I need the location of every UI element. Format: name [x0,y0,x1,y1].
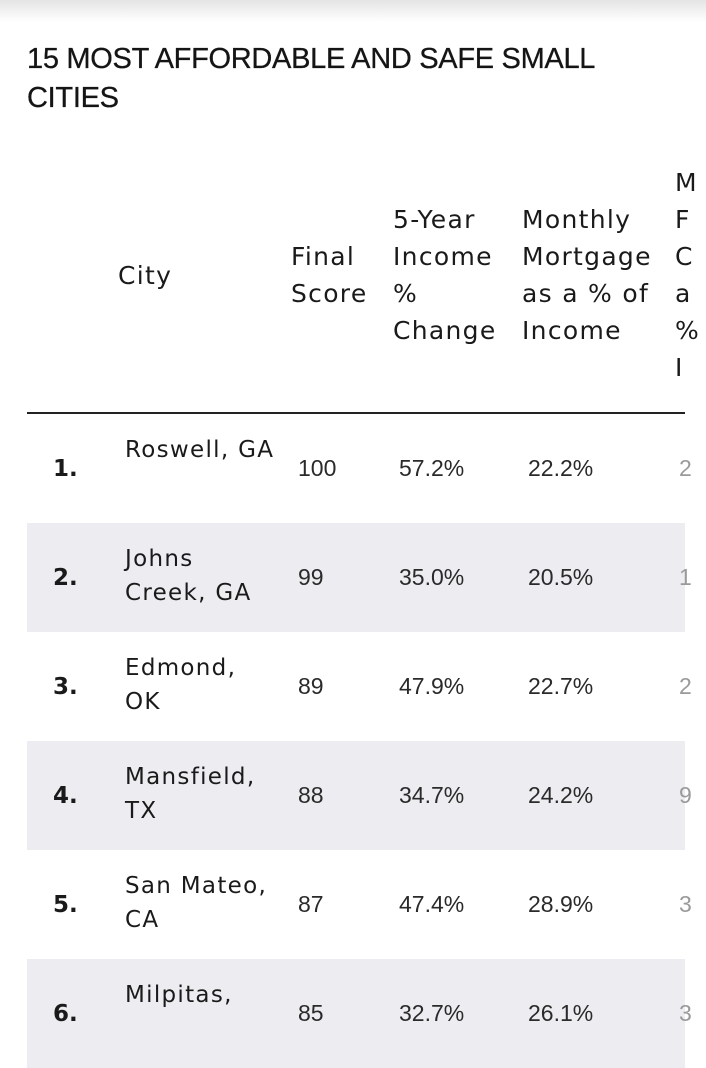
row-rank: 6. [53,1001,78,1027]
row-city: San Mateo, CA [125,873,268,933]
header-income-change: 5-Year Income % Change [393,205,497,345]
table-row [27,632,692,741]
row-final-score: 87 [298,891,324,917]
affordability-table[interactable] [27,160,701,1027]
table-row [27,959,692,1068]
row-income-change: 57.2% [399,455,465,481]
row-income-change: 32.7% [399,1000,465,1026]
table-row [27,741,692,850]
row-mortgage-pct: 20.5% [528,564,594,590]
row-rank: 3. [53,674,78,700]
row-rank: 1. [53,456,78,482]
table-row [27,414,692,523]
row-final-score: 85 [298,1000,324,1026]
row-mortgage-pct: 22.7% [528,673,594,699]
row-income-change: 35.0% [399,564,465,590]
row-mortgage-pct: 22.2% [528,455,594,481]
row-cut-off-value: 2 [679,673,692,699]
row-city: Milpitas, [125,982,233,1008]
row-cut-off-value: 3 [679,1000,692,1026]
table-row [27,523,692,632]
row-final-score: 99 [298,564,324,590]
row-cut-off-value: 3 [679,891,692,917]
row-cut-off-value: 9 [679,782,692,808]
row-city: Johns Creek, GA [125,546,252,606]
row-income-change: 47.4% [399,891,465,917]
row-rank: 5. [53,892,78,918]
table-header-row [27,160,701,414]
row-cut-off-value: 2 [679,455,692,481]
header-city: City [118,261,173,290]
row-final-score: 89 [298,673,324,699]
header-final-score: Final Score [291,242,368,308]
row-final-score: 88 [298,782,324,808]
row-city: Roswell, GA [125,437,275,463]
header-mortgage-pct: Monthly Mortgage as a % of Income [522,205,652,345]
top-shadow [0,0,706,22]
table-row [27,850,692,959]
row-mortgage-pct: 28.9% [528,891,594,917]
row-mortgage-pct: 26.1% [528,1000,594,1026]
row-cut-off-value: 1 [679,564,692,590]
row-income-change: 34.7% [399,782,465,808]
row-city: Edmond, OK [125,655,237,715]
article-title: 15 MOST AFFORDABLE AND SAFE SMALL CITIES [27,43,595,114]
row-final-score: 100 [298,455,337,481]
row-rank: 2. [53,565,78,591]
row-city: Mansfield, TX [125,764,256,824]
header-cut-off-column: M F C a % I [675,168,701,382]
row-income-change: 47.9% [399,673,465,699]
row-rank: 4. [53,783,78,809]
row-mortgage-pct: 24.2% [528,782,594,808]
